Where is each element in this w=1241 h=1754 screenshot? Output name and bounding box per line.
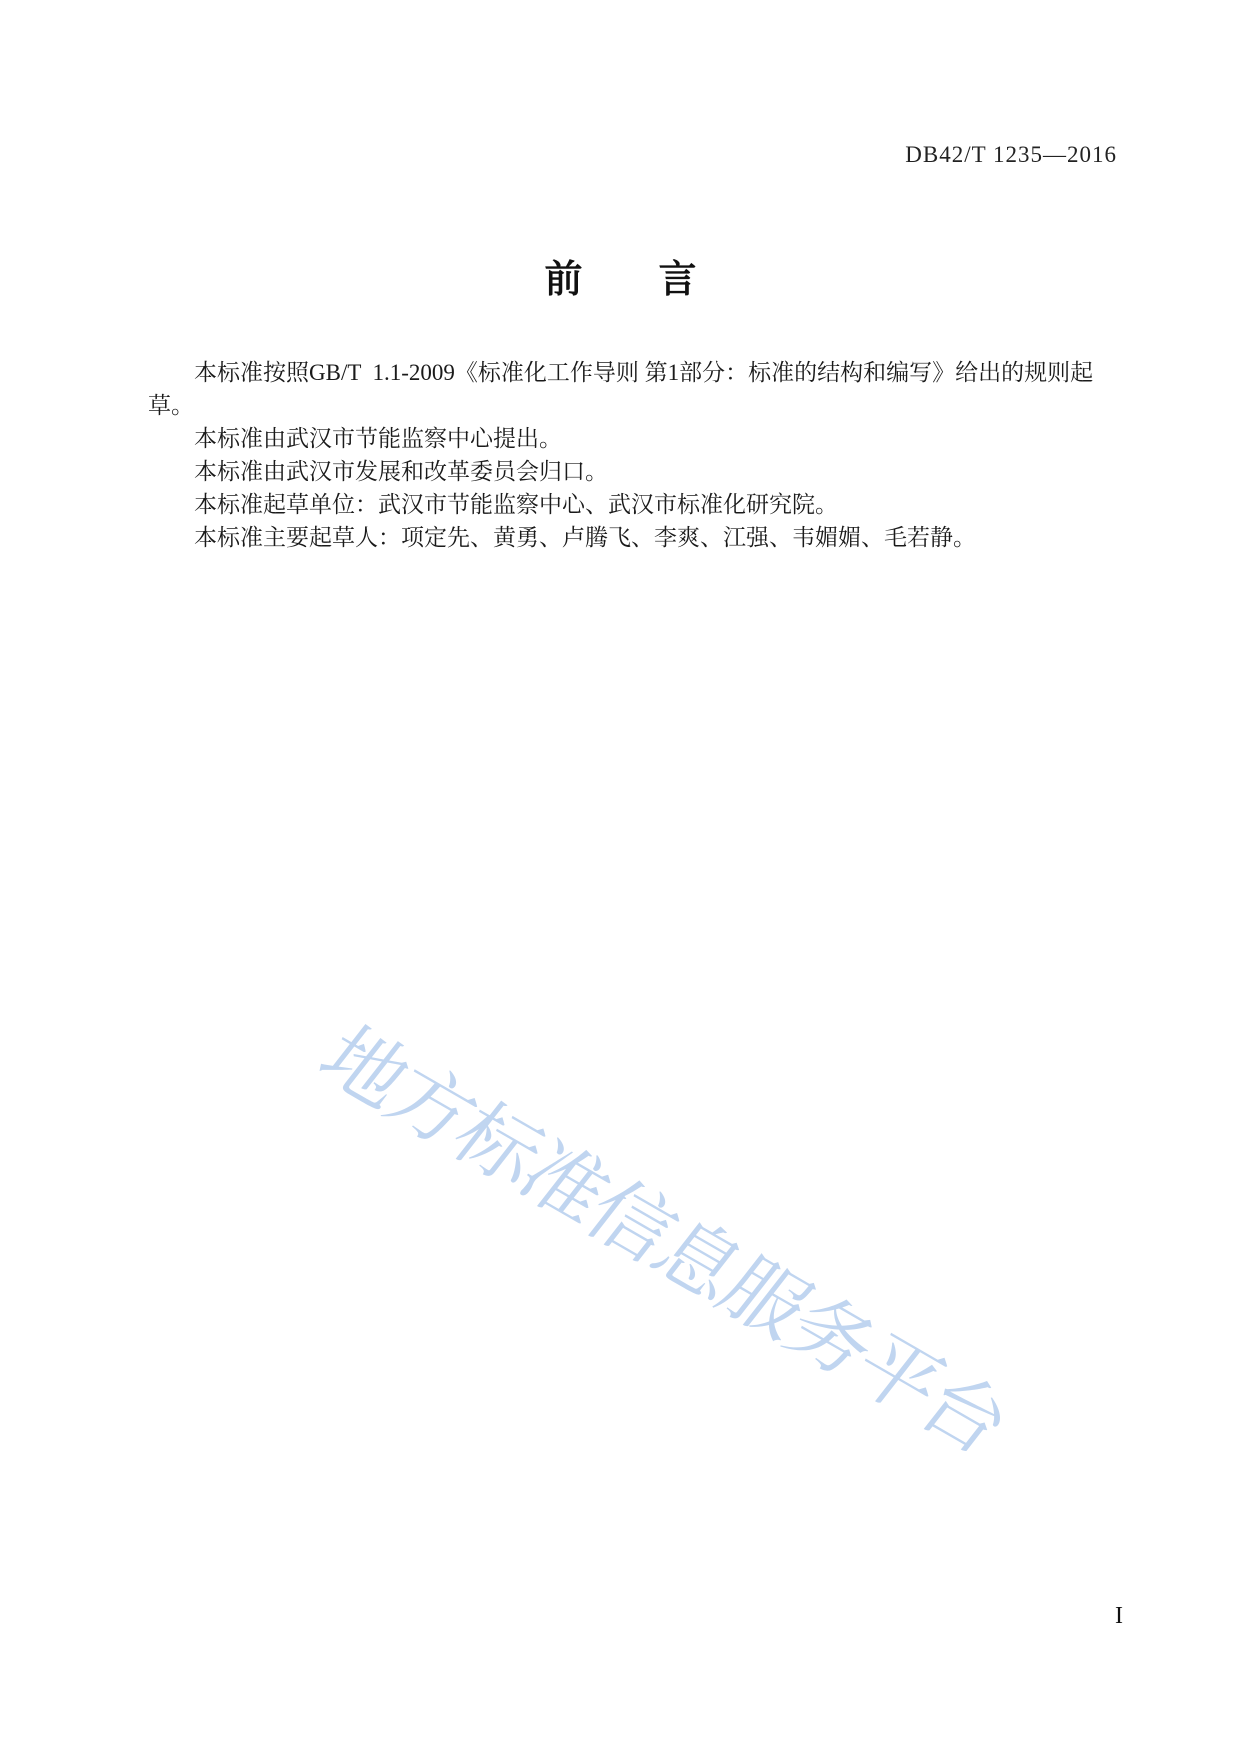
page-title: 前 言 (544, 259, 697, 301)
page-number: I (1115, 1603, 1123, 1629)
watermark-text: 地方标准信息服务平台 (302, 1012, 1025, 1469)
foreword-body (148, 356, 1121, 554)
paragraph-drafters: 本标准主要起草人：项定先、黄勇、卢腾飞、李爽、江强、韦媚媚、毛若静。 (194, 525, 976, 550)
standard-code: DB42/T 1235—2016 (905, 142, 1117, 167)
paragraph-drafting-units: 本标准起草单位：武汉市节能监察中心、武汉市标准化研究院。 (194, 492, 838, 517)
paragraph-drafting-rule: 本标准按照GB/T 1.1-2009《标准化工作导则 第1部分：标准的结构和编写》给出的规则起草。 (148, 360, 1094, 418)
paragraph-proposed-by: 本标准由武汉市节能监察中心提出。 (194, 426, 562, 451)
paragraph-administered-by: 本标准由武汉市发展和改革委员会归口。 (194, 459, 608, 484)
